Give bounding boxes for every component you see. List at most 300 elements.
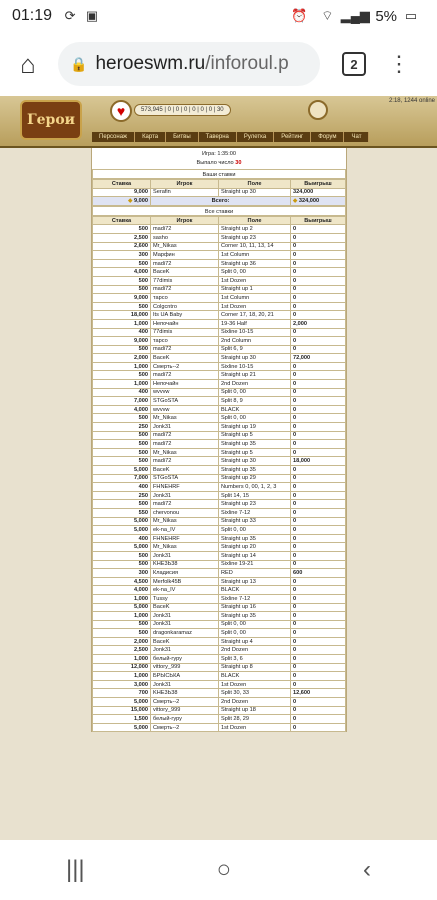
overflow-menu-icon[interactable]: ⋮ [388, 51, 410, 76]
bet-field: Sixline 10-15 [219, 328, 291, 337]
home-icon[interactable]: ⌂ [20, 48, 36, 79]
player-name[interactable]: madi72 [151, 457, 219, 466]
online-counter: 2:18, 1244 online [388, 98, 435, 104]
battery-level: 5% [375, 7, 397, 25]
player-name[interactable]: ek-na_IV [151, 586, 219, 595]
table-row [93, 233, 346, 242]
player-name[interactable]: madi72 [151, 440, 219, 449]
win-amount: 0 [291, 388, 346, 397]
player-name[interactable]: Смерть--2 [151, 362, 219, 371]
your-bets-table [92, 179, 346, 206]
total-label: Всего: [151, 197, 291, 206]
win-amount: 0 [291, 517, 346, 526]
android-nav-bar [0, 840, 437, 900]
bet-field: Split 0, 00 [219, 629, 291, 638]
table-row [93, 689, 346, 698]
bet-amount: 500 [93, 285, 151, 294]
table-row [93, 517, 346, 526]
bet-field: Straight up 30 [219, 354, 291, 363]
bet-field: 19-36 Half [219, 319, 291, 328]
column-header-player: Игрок [151, 216, 219, 225]
table-row [93, 294, 346, 303]
bet-field: 1st Dozen [219, 276, 291, 285]
bet-field: Sixline 7-12 [219, 508, 291, 517]
table-row [93, 457, 346, 466]
bet-amount: 1,000 [93, 612, 151, 621]
table-row [93, 423, 346, 432]
bet-amount: 4,000 [93, 405, 151, 414]
table-row [93, 680, 346, 689]
bet-field: Split 0, 00 [219, 268, 291, 277]
nav-item-tavern[interactable]: Таверна [199, 132, 237, 142]
table-row [93, 474, 346, 483]
address-bar[interactable] [58, 42, 320, 86]
win-amount: 0 [291, 233, 346, 242]
win-amount: 0 [291, 594, 346, 603]
bet-amount: 2,500 [93, 646, 151, 655]
game-label: Игра: 1:35:00 [201, 151, 237, 157]
win-amount: 0 [291, 380, 346, 389]
total-win-value: 324,000 [298, 197, 320, 204]
bet-field: Straight up 20 [219, 543, 291, 552]
bet-field: BLACK [219, 586, 291, 595]
bet-amount: 7,000 [93, 474, 151, 483]
bet-field: Straight up 1 [219, 285, 291, 294]
player-name[interactable]: БРЫСЬКА [151, 672, 219, 681]
bet-amount: 500 [93, 276, 151, 285]
lock-icon: 🔒 [70, 55, 88, 72]
table-row [93, 508, 346, 517]
table-row [93, 268, 346, 277]
win-amount: 0 [291, 328, 346, 337]
bet-field: 1st Dozen [219, 723, 291, 732]
player-name[interactable]: madi72 [151, 225, 219, 234]
player-name[interactable]: FHNEHRF [151, 534, 219, 543]
player-name[interactable]: STGoSTA [151, 397, 219, 406]
player-name[interactable]: Кладисия [151, 569, 219, 578]
win-amount: 0 [291, 603, 346, 612]
table-row [93, 345, 346, 354]
win-amount: 0 [291, 225, 346, 234]
bet-amount: 500 [93, 345, 151, 354]
player-name[interactable]: madi72 [151, 500, 219, 509]
table-row [93, 285, 346, 294]
table-row [93, 500, 346, 509]
bet-field: Straight up 29 [219, 474, 291, 483]
notification-icon: ▣ [85, 8, 99, 23]
total-bet-value: 9,000 [134, 197, 148, 204]
bet-field: Split 0, 00 [219, 620, 291, 629]
table-row [93, 328, 346, 337]
status-bar [0, 0, 437, 32]
bet-amount: 12,000 [93, 663, 151, 672]
nav-item-chat[interactable]: Чат [344, 132, 369, 142]
bet-field: 1st Column [219, 251, 291, 260]
bet-field: Split 3, 6 [219, 655, 291, 664]
bet-amount: 2,000 [93, 637, 151, 646]
url-path: /inforoul.p [205, 53, 289, 74]
player-name[interactable]: Jonk31 [151, 491, 219, 500]
roulette-panel [91, 148, 347, 732]
bet-field: Split 0, 00 [219, 388, 291, 397]
win-amount: 0 [291, 586, 346, 595]
bet-field: Straight up 18 [219, 706, 291, 715]
column-header-field: Поле [219, 216, 291, 225]
bet-amount: 300 [93, 569, 151, 578]
back-icon[interactable]: ‹ [363, 856, 371, 883]
bet-amount: 3,000 [93, 680, 151, 689]
win-amount: 0 [291, 259, 346, 268]
win-amount: 0 [291, 543, 346, 552]
bet-amount: 1,000 [93, 594, 151, 603]
bet-field: RED [219, 569, 291, 578]
bet-amount: 500 [93, 259, 151, 268]
player-name[interactable]: белый-гуру [151, 715, 219, 724]
nav-item-map[interactable]: Карта [135, 132, 166, 142]
win-amount: 0 [291, 268, 346, 277]
bet-amount: 500 [93, 629, 151, 638]
game-nav [92, 132, 369, 142]
win-amount: 0 [291, 612, 346, 621]
player-name[interactable]: Jonk31 [151, 612, 219, 621]
bet-amount: 5,000 [93, 517, 151, 526]
player-name[interactable]: madi72 [151, 259, 219, 268]
bet-field: Sixline 10-15 [219, 362, 291, 371]
bet-amount: 1,500 [93, 715, 151, 724]
home-circle-icon[interactable]: ○ [216, 856, 232, 883]
table-row [93, 534, 346, 543]
alarm-icon: ⏰ [291, 8, 308, 23]
win-amount: 0 [291, 440, 346, 449]
bet-amount: 500 [93, 448, 151, 457]
bet-amount: 500 [93, 414, 151, 423]
your-bets-heading: Ваши ставки [92, 169, 346, 179]
player-name[interactable]: STGoSTA [151, 474, 219, 483]
win-amount: 0 [291, 646, 346, 655]
bet-amount: 5,000 [93, 526, 151, 535]
bet-field: Straight up 23 [219, 500, 291, 509]
table-row [93, 723, 346, 732]
table-row [93, 337, 346, 346]
win-amount: 0 [291, 431, 346, 440]
bet-amount: 9,000 [93, 337, 151, 346]
table-row [93, 560, 346, 569]
all-bets-rows [93, 225, 346, 732]
player-name[interactable]: 77dimis [151, 328, 219, 337]
player-name[interactable]: Mr_Nikas [151, 242, 219, 251]
table-row [93, 715, 346, 724]
table-row [93, 354, 346, 363]
player-name[interactable]: Марфин [151, 251, 219, 260]
player-name[interactable]: Jonk31 [151, 620, 219, 629]
table-row [93, 629, 346, 638]
nav-item-rating[interactable]: Рейтинг [274, 132, 311, 142]
bet-field: Straight up 5 [219, 448, 291, 457]
table-row [93, 646, 346, 655]
player-name[interactable]: Merfolk45B [151, 577, 219, 586]
url-host: heroeswm.ru [95, 53, 206, 74]
result-line [92, 159, 346, 169]
player-name[interactable]: madi72 [151, 345, 219, 354]
win-amount: 0 [291, 414, 346, 423]
win-amount: 0 [291, 474, 346, 483]
player-name[interactable]: BaceK [151, 268, 219, 277]
bet-field: Straight up 30 [219, 188, 291, 197]
column-header-field: Поле [219, 180, 291, 189]
bet-amount: 500 [93, 551, 151, 560]
table-row [93, 259, 346, 268]
player-name[interactable]: Tussy [151, 594, 219, 603]
player-name[interactable]: vittory_999 [151, 663, 219, 672]
recent-apps-icon[interactable]: ||| [65, 856, 85, 883]
player-name[interactable]: sasho [151, 233, 219, 242]
table-row [93, 586, 346, 595]
bet-amount: 400 [93, 534, 151, 543]
nav-item-forum[interactable]: Форум [311, 132, 344, 142]
bet-field: Split 6, 9 [219, 345, 291, 354]
bet-amount: 700 [93, 689, 151, 698]
player-name[interactable]: BaceK [151, 603, 219, 612]
win-amount: 18,000 [291, 457, 346, 466]
player-name[interactable]: Mr_Nikas [151, 517, 219, 526]
column-header-player: Игрок [151, 180, 219, 189]
win-amount: 0 [291, 577, 346, 586]
player-name[interactable]: Смерть--2 [151, 723, 219, 732]
battery-icon: ▭ [404, 8, 418, 23]
table-row [93, 706, 346, 715]
bet-amount: 400 [93, 328, 151, 337]
bet-amount: 4,000 [93, 586, 151, 595]
player-name[interactable]: dragonkaramaz [151, 629, 219, 638]
player-name[interactable]: тарсо [151, 337, 219, 346]
win-amount: 0 [291, 448, 346, 457]
win-amount: 2,000 [291, 319, 346, 328]
win-amount: 0 [291, 423, 346, 432]
bet-field: Straight up 35 [219, 612, 291, 621]
table-row [93, 543, 346, 552]
player-name[interactable]: madi72 [151, 371, 219, 380]
bet-amount: 2,000 [93, 354, 151, 363]
win-amount: 0 [291, 276, 346, 285]
bet-amount: 15,000 [93, 706, 151, 715]
bet-field: Corner 17, 18, 20, 21 [219, 311, 291, 320]
bet-field: Straight up 35 [219, 466, 291, 475]
clock: 01:19 [12, 7, 53, 24]
bet-field: Straight up 23 [219, 233, 291, 242]
table-row [93, 276, 346, 285]
win-amount: 0 [291, 560, 346, 569]
bet-field: Split 0, 00 [219, 526, 291, 535]
bet-field: Straight up 5 [219, 431, 291, 440]
player-name[interactable]: KHE3Ь38 [151, 560, 219, 569]
nav-item-character[interactable]: Персонаж [92, 132, 135, 142]
win-amount: 0 [291, 620, 346, 629]
win-amount: 0 [291, 706, 346, 715]
bet-amount: 9,000 [93, 294, 151, 303]
page-content [0, 96, 437, 840]
table-row [93, 663, 346, 672]
all-bets-table [92, 216, 346, 733]
player-name[interactable]: Jonk31 [151, 680, 219, 689]
player-name[interactable]: madi72 [151, 431, 219, 440]
player-name[interactable]: Смерть--2 [151, 698, 219, 707]
bet-amount: 1,000 [93, 672, 151, 681]
table-row [93, 405, 346, 414]
bet-amount: 550 [93, 508, 151, 517]
win-amount: 0 [291, 526, 346, 535]
nav-item-roulette[interactable]: Рулетка [237, 132, 274, 142]
bet-field: Sixline 7-12 [219, 594, 291, 603]
bet-field: Split 30, 33 [219, 689, 291, 698]
table-row [93, 577, 346, 586]
bet-field: Straight up 2 [219, 225, 291, 234]
bet-amount: 500 [93, 431, 151, 440]
table-row [93, 612, 346, 621]
game-logo[interactable]: Герои [20, 100, 82, 140]
table-row [93, 491, 346, 500]
my-bet-row [93, 188, 346, 197]
bet-field: Sixline 19-21 [219, 560, 291, 569]
bet-field: 2nd Column [219, 337, 291, 346]
bet-amount: 250 [93, 423, 151, 432]
player-name[interactable]: тарсо [151, 294, 219, 303]
win-amount: 0 [291, 251, 346, 260]
player-name[interactable]: белый-гуру [151, 655, 219, 664]
win-amount: 72,000 [291, 354, 346, 363]
player-name[interactable]: Jonk31 [151, 646, 219, 655]
player-name[interactable]: Непочайн [151, 319, 219, 328]
bet-field: Straight up 33 [219, 517, 291, 526]
bet-amount: 5,000 [93, 723, 151, 732]
your-bets-header-row [93, 180, 346, 189]
win-amount: 0 [291, 551, 346, 560]
win-amount: 0 [291, 637, 346, 646]
bet-amount: 2,600 [93, 242, 151, 251]
player-name[interactable]: Mr_Nikas [151, 414, 219, 423]
bet-amount: 5,000 [93, 603, 151, 612]
table-row [93, 319, 346, 328]
player-name[interactable]: wvvvw [151, 405, 219, 414]
player-name[interactable]: ek-na_IV [151, 526, 219, 535]
nav-item-battles[interactable]: Битвы [166, 132, 199, 142]
bet-amount: 1,000 [93, 380, 151, 389]
win-amount: 0 [291, 672, 346, 681]
bet-amount: 5,000 [93, 543, 151, 552]
table-row [93, 466, 346, 475]
bet-amount: 5,000 [93, 466, 151, 475]
total-bet [93, 197, 151, 206]
win-amount: 0 [291, 466, 346, 475]
bet-amount: 1,000 [93, 319, 151, 328]
player-name[interactable]: BaceK [151, 354, 219, 363]
bet-amount: 4,000 [93, 268, 151, 277]
bet-amount: 500 [93, 371, 151, 380]
table-row [93, 620, 346, 629]
bet-field: Straight up 16 [219, 603, 291, 612]
win-amount: 0 [291, 655, 346, 664]
gold-icon: ◆ [293, 197, 298, 204]
player-name[interactable]: BaceK [151, 637, 219, 646]
win-amount: 0 [291, 715, 346, 724]
table-row [93, 380, 346, 389]
player-name[interactable]: Jonk31 [151, 423, 219, 432]
all-bets-heading: Все ставки [92, 206, 346, 216]
player-name[interactable]: chervonou [151, 508, 219, 517]
win-amount: 0 [291, 345, 346, 354]
player-name[interactable]: Mr_Nikas [151, 543, 219, 552]
win-amount: 0 [291, 698, 346, 707]
player-name[interactable]: Непочайн [151, 380, 219, 389]
table-row [93, 242, 346, 251]
table-row [93, 672, 346, 681]
health-heart-icon[interactable]: ♥ [110, 100, 132, 122]
bet-amount: 500 [93, 500, 151, 509]
player-name[interactable]: KHE3Ь38 [151, 689, 219, 698]
player-name[interactable]: Serafin [151, 188, 219, 197]
column-header-bet: Ставка [93, 216, 151, 225]
bet-amount: 500 [93, 457, 151, 466]
bet-amount: 500 [93, 440, 151, 449]
table-row [93, 448, 346, 457]
bet-amount: 1,000 [93, 362, 151, 371]
tab-switcher-button[interactable]: 2 [342, 52, 366, 76]
bet-field: 2nd Dozen [219, 698, 291, 707]
table-row [93, 414, 346, 423]
bet-field: BLACK [219, 672, 291, 681]
table-row [93, 526, 346, 535]
table-row [93, 655, 346, 664]
bet-field: Straight up 19 [219, 423, 291, 432]
bet-amount: 18,000 [93, 311, 151, 320]
bet-amount: 500 [93, 560, 151, 569]
bet-field: Straight up 13 [219, 577, 291, 586]
game-header [0, 96, 437, 148]
bet-amount: 500 [93, 225, 151, 234]
player-name[interactable]: wvvvw [151, 388, 219, 397]
table-row [93, 637, 346, 646]
player-name[interactable]: Mr_Nikas [151, 448, 219, 457]
bet-amount: 1,000 [93, 655, 151, 664]
bet-amount: 250 [93, 491, 151, 500]
win-amount: 0 [291, 508, 346, 517]
table-row [93, 594, 346, 603]
win-amount: 0 [291, 397, 346, 406]
bet-field: 1st Dozen [219, 680, 291, 689]
win-amount: 0 [291, 242, 346, 251]
player-name[interactable]: Jonk31 [151, 551, 219, 560]
resources-bar: 573,945 | 0 | 0 | 0 | 0 | 0 | 0 | 30 [134, 104, 231, 116]
wifi-icon: ⌔ [321, 8, 334, 23]
player-name[interactable]: vittory_999 [151, 706, 219, 715]
player-name[interactable]: Colgcntro [151, 302, 219, 311]
all-bets-header-row [93, 216, 346, 225]
win-amount: 0 [291, 491, 346, 500]
win-amount: 0 [291, 500, 346, 509]
win-amount: 0 [291, 680, 346, 689]
player-name[interactable]: FHNEHRF [151, 483, 219, 492]
ring-icon[interactable] [308, 100, 328, 120]
player-name[interactable]: madi72 [151, 285, 219, 294]
bet-field: Straight up 36 [219, 259, 291, 268]
table-row [93, 371, 346, 380]
table-row [93, 440, 346, 449]
player-name[interactable]: 77dimis [151, 276, 219, 285]
player-name[interactable]: BaceK [151, 466, 219, 475]
bet-amount: 5,000 [93, 698, 151, 707]
bet-field: 1st Dozen [219, 302, 291, 311]
player-name[interactable]: Its UA Baby [151, 311, 219, 320]
table-row [93, 362, 346, 371]
